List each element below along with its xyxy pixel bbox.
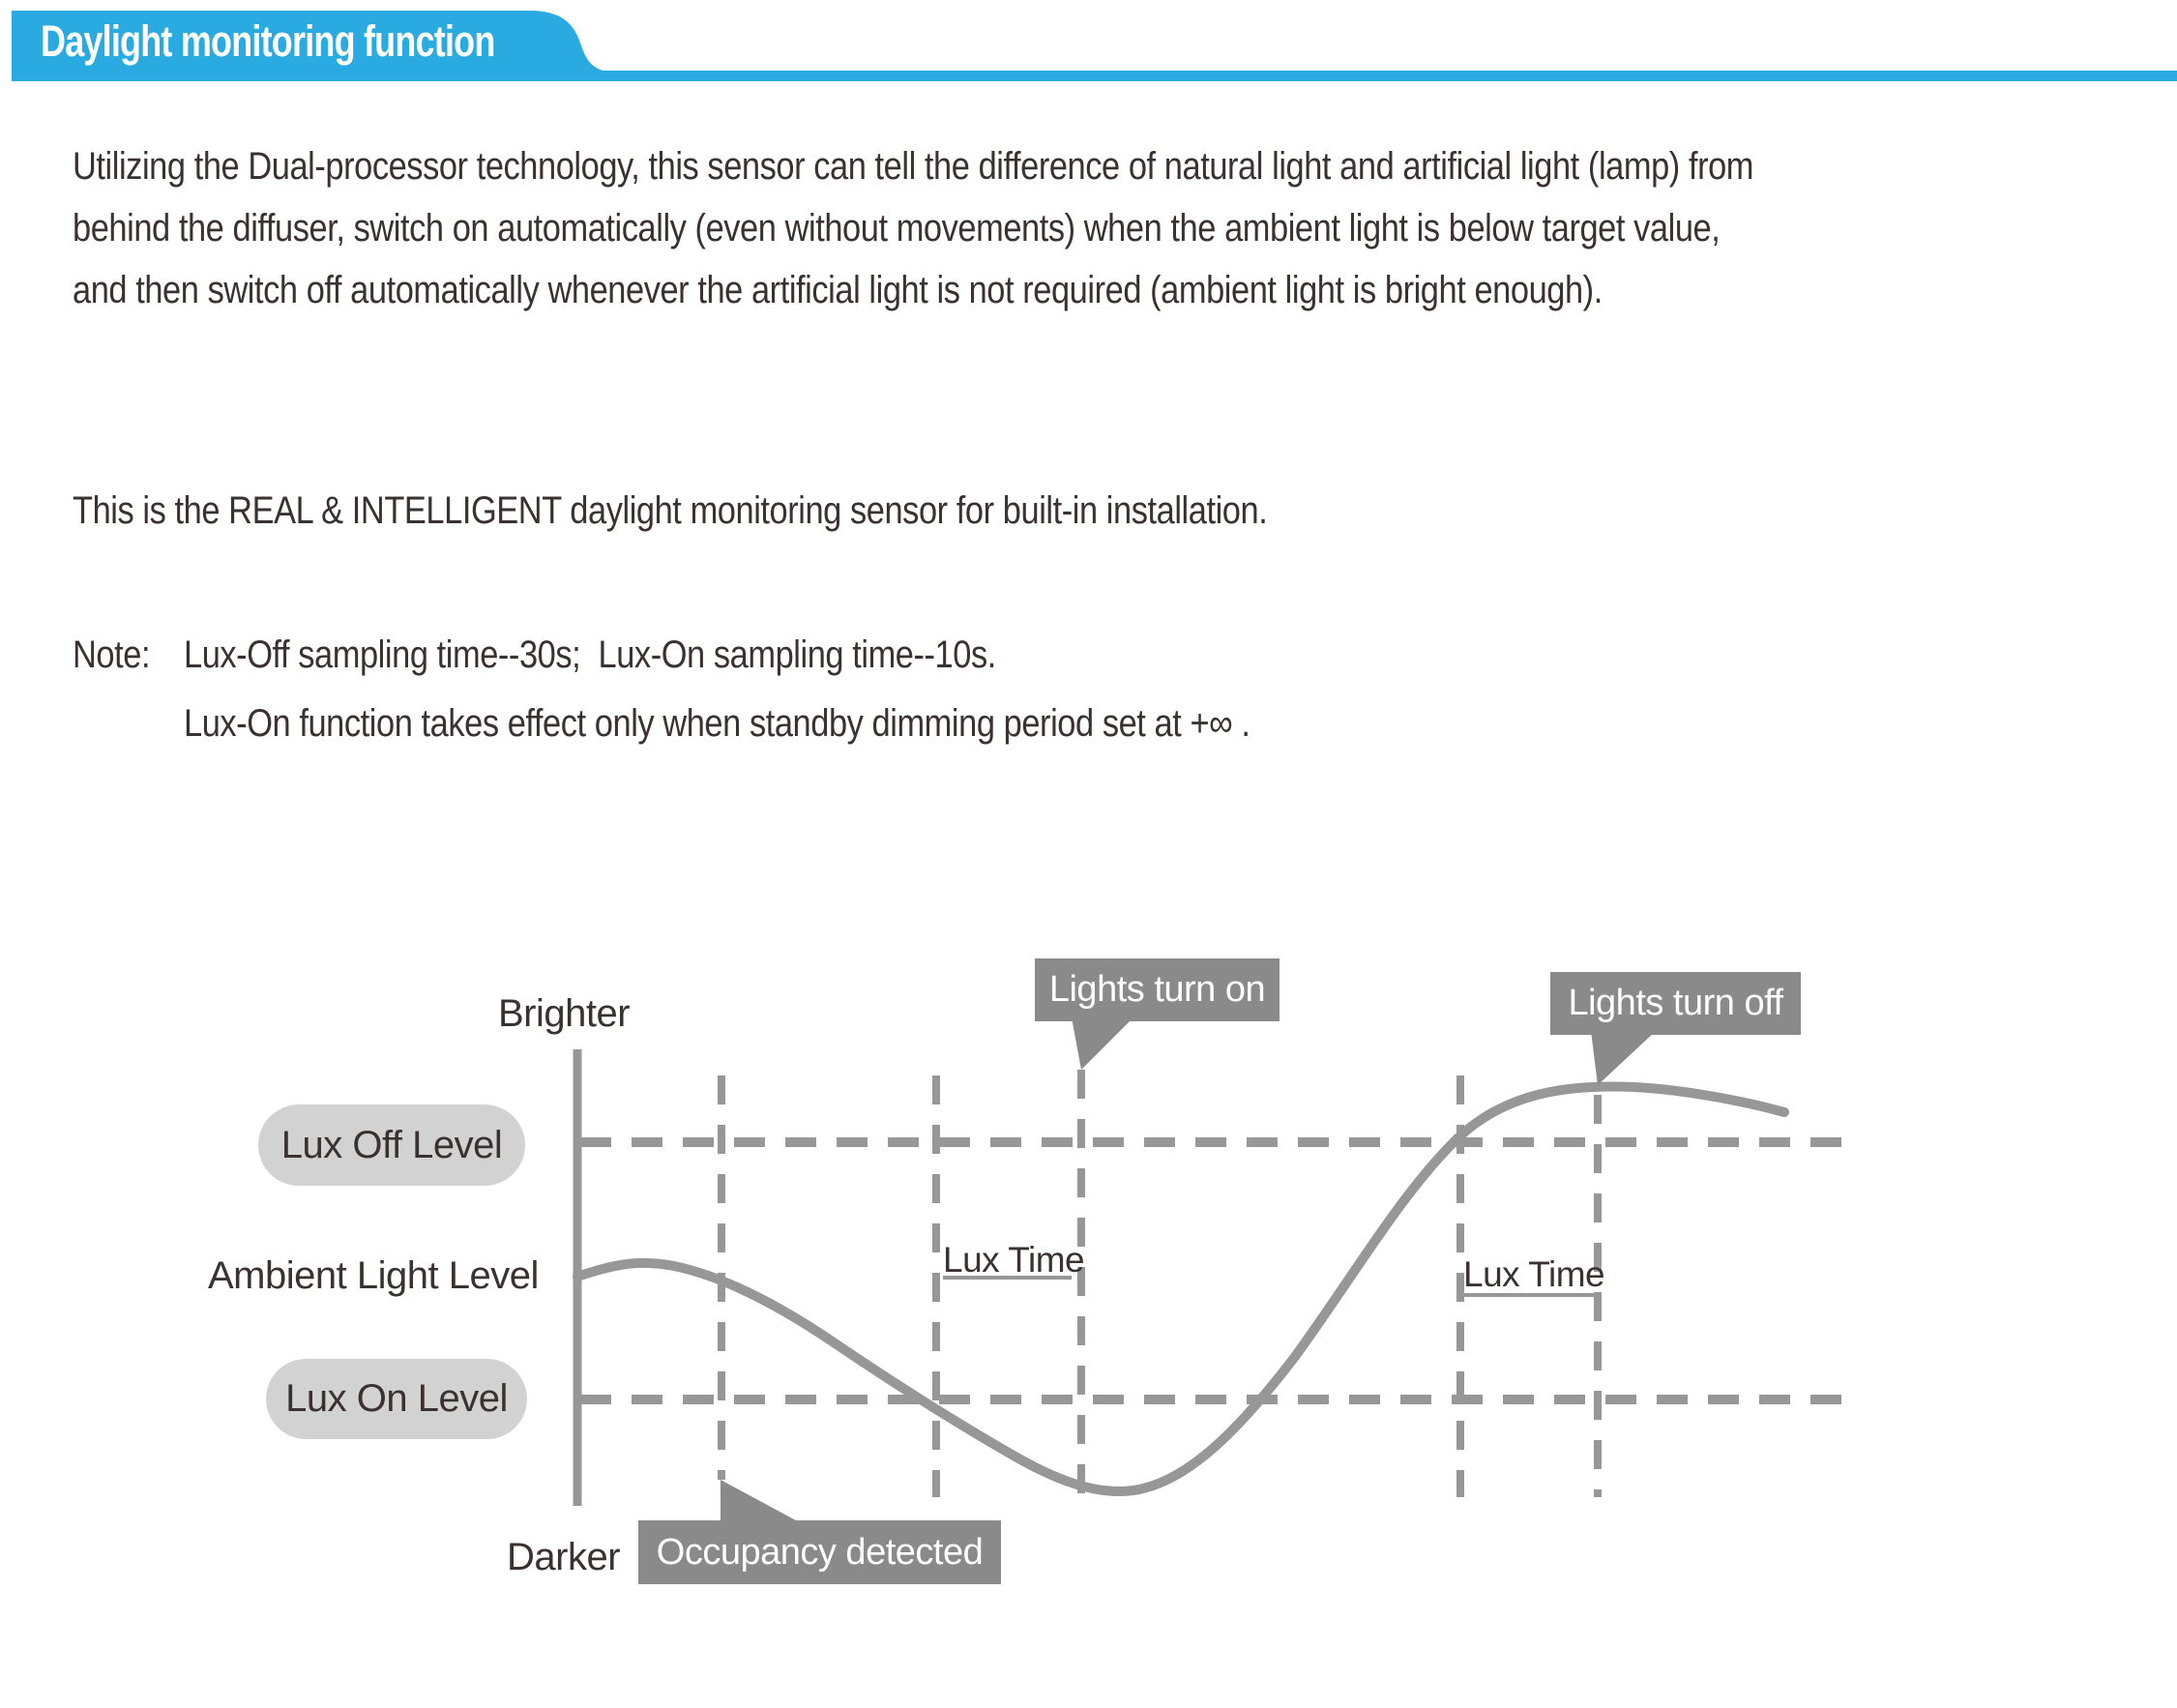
note-label: Note: <box>73 633 151 676</box>
lux-off-level-pill: Lux Off Level <box>258 1104 525 1186</box>
note-line-2: Lux-On function takes effect only when standby dimming period set at +∞ . <box>184 702 1250 745</box>
lights-on-callout-pointer <box>1072 1017 1133 1070</box>
lux-time-label-1: Lux Time <box>943 1240 1085 1280</box>
lights-turn-on-callout: Lights turn on <box>1035 958 1280 1021</box>
note-line-1: Lux-Off sampling time--30s; Lux-On sampling time--10s. <box>184 633 996 676</box>
lux-on-level-pill: Lux On Level <box>266 1359 527 1439</box>
occupancy-detected-callout: Occupancy detected <box>638 1520 1001 1584</box>
lux-time-label-2: Lux Time <box>1463 1254 1605 1294</box>
intro-line-1: Utilizing the Dual-processor technology, this sensor can tell the difference of natural light and artificial light (lamp) from <box>73 145 1754 188</box>
axis-darker-label: Darker <box>507 1536 621 1578</box>
intro-line-3: and then switch off automatically whenever the artificial light is not required (ambient light is bright enough). <box>73 269 1603 311</box>
axis-brighter-label: Brighter <box>498 992 631 1035</box>
ambient-light-level-label: Ambient Light Level <box>208 1254 539 1297</box>
intro-line-2: behind the diffuser, switch on automatically (even without movements) when the ambient light is below target value, <box>73 207 1721 250</box>
lights-off-callout-pointer <box>1591 1031 1656 1085</box>
statement-text: This is the REAL & INTELLIGENT daylight monitoring sensor for built-in installation. <box>73 489 1268 532</box>
section-title: Daylight monitoring function <box>41 16 495 66</box>
occupancy-callout-pointer <box>721 1480 807 1526</box>
lights-turn-off-callout: Lights turn off <box>1550 972 1801 1035</box>
